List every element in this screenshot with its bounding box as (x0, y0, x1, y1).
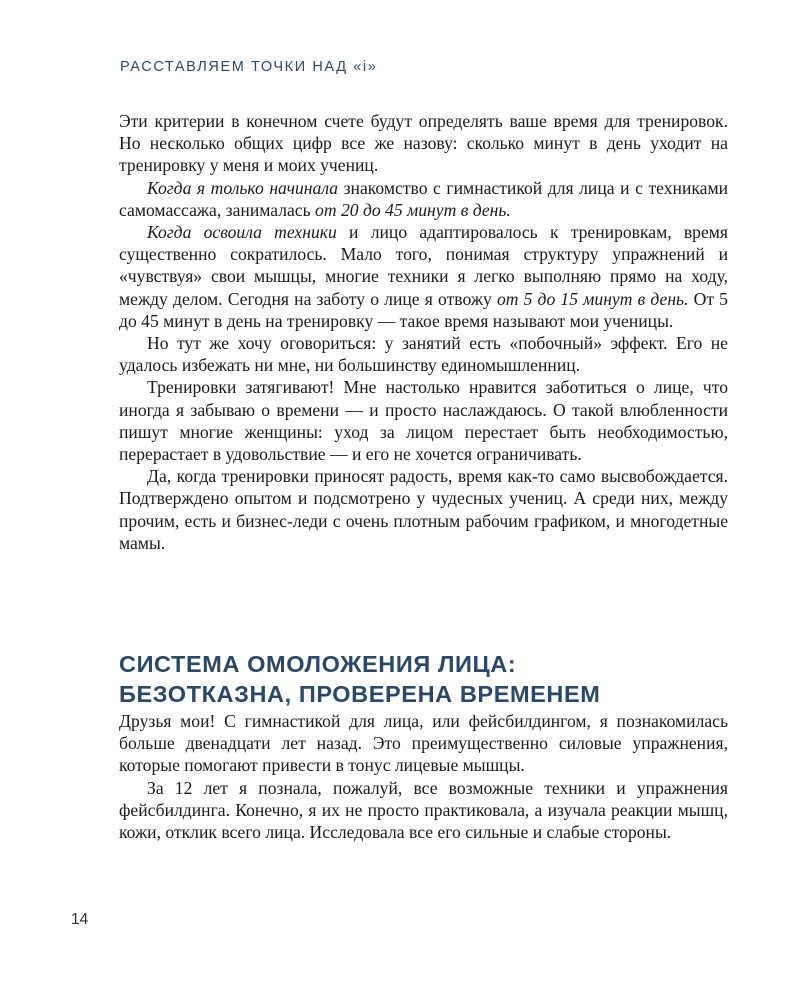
paragraph: Эти критерии в конечном счете будут определять ваше время для тренировок. Но несколько общих цифр все же назову: сколько минут в день уходит на тренировку у меня и моих учениц. (119, 111, 728, 176)
section-1-body (119, 110, 728, 554)
text-run: От 5 до 45 минут в день на тренировку — такое время называют мои ученицы. (119, 288, 728, 331)
text-run: и лицо адаптировалось к тренировкам, время существенно сократилось. Мало того, понимая структуру упражнений и «чувствуя» свои мышцы, многие техники я легко выполняю прямо на ходу, между делом. Сегодня на заботу о лице я отвожу (119, 222, 728, 309)
paragraph: Друзья мои! С гимнастикой для лица, или фейсбилдингом, я познакомилась больше двенадцати лет назад. Это преимущественно силовые упражнения, которые помогают привести в тонус лицевые мышцы. (119, 711, 728, 776)
paragraph: Но тут же хочу оговориться: у занятий есть «побочный» эффект. Его не удалось избежать ни мне, ни большинству единомышленниц. (119, 333, 728, 376)
paragraph (119, 221, 728, 332)
paragraph: За 12 лет я познала, пожалуй, все возможные техники и упражнения фейсбилдинга. Конечно, я их не просто практиковала, а изучала реакции мышц, кожи, отклик всего лица. Исследовала все его сильные и слабые стороны. (119, 777, 728, 843)
section-2-body (119, 710, 728, 843)
paragraph: Тренировки затягивают! Мне настолько нравится заботиться о лице, что иногда я забываю о времени — и просто наслаждаюсь. О такой влюбленности пишут многие женщины: уход за лицом перестает быть необходимостью, перерастает в удовольствие — и его не хочется ограничивать. (119, 377, 728, 465)
text-run: знакомство с гимнастикой для лица и с техниками самомассажа, занималась (119, 177, 728, 220)
paragraph (119, 177, 728, 221)
page-number: 14 (71, 911, 89, 928)
running-header: РАССТАВЛЯЕМ ТОЧКИ НАД «i» (120, 59, 378, 75)
italic-phrase: от 5 до 15 минут в день. (496, 288, 689, 309)
italic-phrase: Когда освоила техники (147, 222, 337, 243)
italic-phrase: Когда я только начинала (147, 177, 339, 198)
section-heading-line: БЕЗОТКАЗНА, ПРОВЕРЕНА ВРЕМЕНЕМ (119, 681, 601, 707)
italic-phrase: от 20 до 45 минут в день. (315, 199, 511, 220)
section-heading-line: СИСТЕМА ОМОЛОЖЕНИЯ ЛИЦА: (119, 651, 517, 677)
section-heading (119, 649, 739, 709)
paragraph: Да, когда тренировки приносят радость, время как-то само высвобождается. Подтверждено опытом и подсмотрено у чудесных учениц. А среди них, между прочим, есть и бизнес-леди с очень плотным рабочим графиком, и многодетные мамы. (119, 466, 728, 553)
